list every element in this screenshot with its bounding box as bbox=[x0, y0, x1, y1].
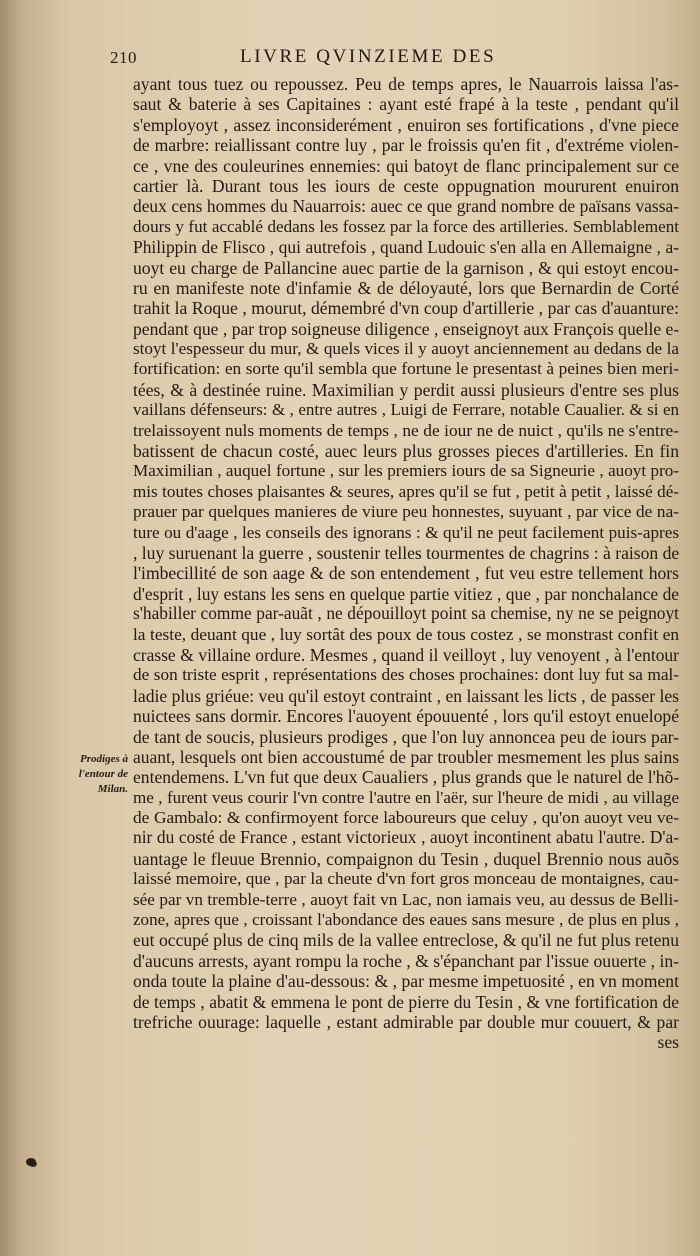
text-line: ayant tous tuez ou repoussez. Peu de temps apres, le Nauarrois laissa l'as- bbox=[133, 74, 679, 94]
text-line: entendemens. L'vn fut que deux Caualiers , plus grands que le naturel de l'hõ- bbox=[133, 767, 680, 788]
text-line: pendant que , par trop soigneuse diligence , enseignoyt aux François quelle e- bbox=[133, 318, 680, 339]
text-line: nuictees sans dormir. Encores l'auoyent épouuenté , lors qu'il estoyt enuelopé bbox=[133, 706, 679, 727]
text-line: prauer par quelques manieres de viure peu honnestes, suyuant , par vice de na- bbox=[133, 502, 679, 522]
text-line: Philippin de Flisco , qui autrefois , quand Ludouic s'en alla en Allemaigne , a- bbox=[133, 237, 679, 258]
page-header bbox=[110, 46, 670, 70]
text-line: uoyt eu charge de Pallancine auec partie de la garnison , & qui estoyt encou- bbox=[133, 257, 679, 278]
text-line: trahit la Roque , mourut, démembré d'vn coup d'artillerie , par cas d'auanture: bbox=[133, 298, 679, 319]
text-line: batissent de chacun costé, auec leurs plus grosses pieces d'artilleries. En fin bbox=[133, 441, 679, 462]
text-line: ladie plus griéue: veu qu'il estoyt contraint , en laissant les licts , de passer les bbox=[133, 685, 679, 706]
text-line: onda toute la plaine d'au-dessous: & , par mesme impetuosité , en vn moment bbox=[133, 971, 679, 992]
text-line: de Gambalo: & confirmoyent force laboureurs que celuy , qu'on auoyt veu ve- bbox=[133, 808, 679, 828]
text-line: dours y fut accablé dedans les fossez par la force des artilleries. Semblablement bbox=[133, 216, 679, 236]
text-line: nir du costé de France , estant victorieux , auoyt incontinent abatu l'autre. D'a- bbox=[133, 828, 679, 848]
text-line: ru en manifeste note d'infamie & de déloyauté, lors que Bernardin de Corté bbox=[133, 277, 679, 298]
text-line: s'habiller comme par-auãt , ne dépouilloyt point sa chemise, ny ne se peignoyt bbox=[133, 604, 679, 624]
text-line: laissé memoire, que , par la cheute d'vn fort gros monceau de montaignes, cau- bbox=[133, 869, 679, 889]
text-line: trefriche ouurage: laquelle , estant admirable par double mur couuert, & par bbox=[133, 1011, 679, 1032]
body-text bbox=[133, 74, 679, 1053]
text-line: saut & baterie à ses Capitaines : ayant esté frapé à la teste , pendant qu'il bbox=[133, 94, 679, 115]
margin-note-line: Prodiges à bbox=[80, 753, 128, 765]
text-line: sée par vn tremble-terre , auoyt fait vn Lac, non iamais veu, au dessus de Belli- bbox=[133, 889, 679, 909]
catchword bbox=[133, 1032, 679, 1052]
text-line: d'aucuns arrests, ayant rompu la roche , & s'épanchant par l'issue ouuerte , in- bbox=[133, 950, 679, 971]
text-line: eut occupé plus de cinq mils de la vallee entreclose, & qu'il ne fut plus retenu bbox=[133, 930, 679, 951]
text-line: ce , vne des couleurines ennemies: qui batoyt de flanc principalement sur ce bbox=[133, 155, 679, 176]
text-line: cartier là. Durant tous les iours de ceste oppugnation moururent enuiron bbox=[133, 175, 679, 196]
text-line: vaillans défenseurs: & , entre autres , Luigi de Ferrare, notable Caualier. & si en bbox=[133, 400, 679, 420]
text-line: , luy suruenant la guerre , soustenir telles tourmentes de chagrins : à raison de bbox=[133, 542, 680, 563]
text-line: Maximilian , auquel fortune , sur les premiers iours de sa Signeurie , auoyt pro- bbox=[133, 461, 679, 481]
margin-note bbox=[54, 752, 128, 797]
running-head: LIVRE QVINZIEME DES bbox=[240, 46, 497, 67]
text-line: d'esprit , luy estans les sens en quelque partie vitiez , que , par nonchalance de bbox=[133, 583, 679, 604]
text-line: deux cens hommes du Nauarrois: auec ce que grand nombre de païsans vassa- bbox=[133, 196, 679, 217]
text-line: s'employoyt , assez inconsiderément , enuiron ses fortifications , d'vne piece bbox=[133, 114, 679, 135]
text-line: l'imbecillité de son aage & de son entendement , fut veu estre tellement hors bbox=[133, 563, 679, 584]
text-line: auant, lesquels ont bien accoustumé de par troubler mesmement les plus sains bbox=[133, 746, 679, 767]
ink-blot bbox=[26, 1158, 36, 1166]
text-line: de temps , abatit & emmena le pont de pierre du Tesin , & vne fortification de bbox=[133, 991, 679, 1012]
text-line: de son triste esprit , représentations des choses prochaines: dont luy fut sa mal- bbox=[133, 665, 679, 685]
text-line: ture ou d'aage , les conseils des ignorans : & qu'il ne peut facilement puis-apres bbox=[133, 522, 679, 542]
text-line: crasse & villaine ordure. Mesmes , quand il veilloyt , luy venoyent , à l'entour bbox=[133, 644, 679, 665]
page-number: 210 bbox=[110, 48, 137, 67]
text-line: la teste, deuant que , luy sortât des poux de tous costez , se monstrast confit en bbox=[133, 624, 679, 644]
text-line: zone, apres que , croissant l'abondance des eaues sans mesure , de plus en plus , bbox=[133, 910, 679, 930]
text-line: trelaissoyent nuls moments de temps , ne de iour ne de nuict , qu'ils ne s'entre- bbox=[133, 420, 679, 440]
text-line: mis toutes choses plaisantes & seures, apres qu'il se fut , petit à petit , laissé dé- bbox=[133, 481, 679, 501]
text-line: de marbre: reiallissant contre luy , par le froissis qu'en fit , d'extréme violen- bbox=[133, 135, 679, 156]
margin-note-line: Milan. bbox=[97, 783, 128, 795]
text-line: tées, & à destinée ruine. Maximilian y perdit aussi plusieurs d'entre ses plus bbox=[133, 379, 679, 400]
text-line: de tant de soucis, plusieurs prodiges , que l'on luy annoncea peu de iours par- bbox=[133, 726, 679, 747]
text-line: me , furent veus courir l'vn contre l'autre en l'aër, sur l'heure de midi , au village bbox=[133, 787, 679, 807]
margin-note-line: l'entour de bbox=[78, 768, 128, 780]
text-line: fortification: en sorte qu'il sembla que fortune le presentast à peines bien meri- bbox=[133, 359, 679, 379]
text-line: stoyt l'espesseur du mur, & quels vices il y auoyt anciennement au dedans de la bbox=[133, 339, 679, 359]
catchword-text: ses bbox=[657, 1032, 679, 1053]
text-line: uantage le fleuue Brennio, compaignon du Tesin , duquel Brennio nous auõs bbox=[133, 848, 679, 869]
